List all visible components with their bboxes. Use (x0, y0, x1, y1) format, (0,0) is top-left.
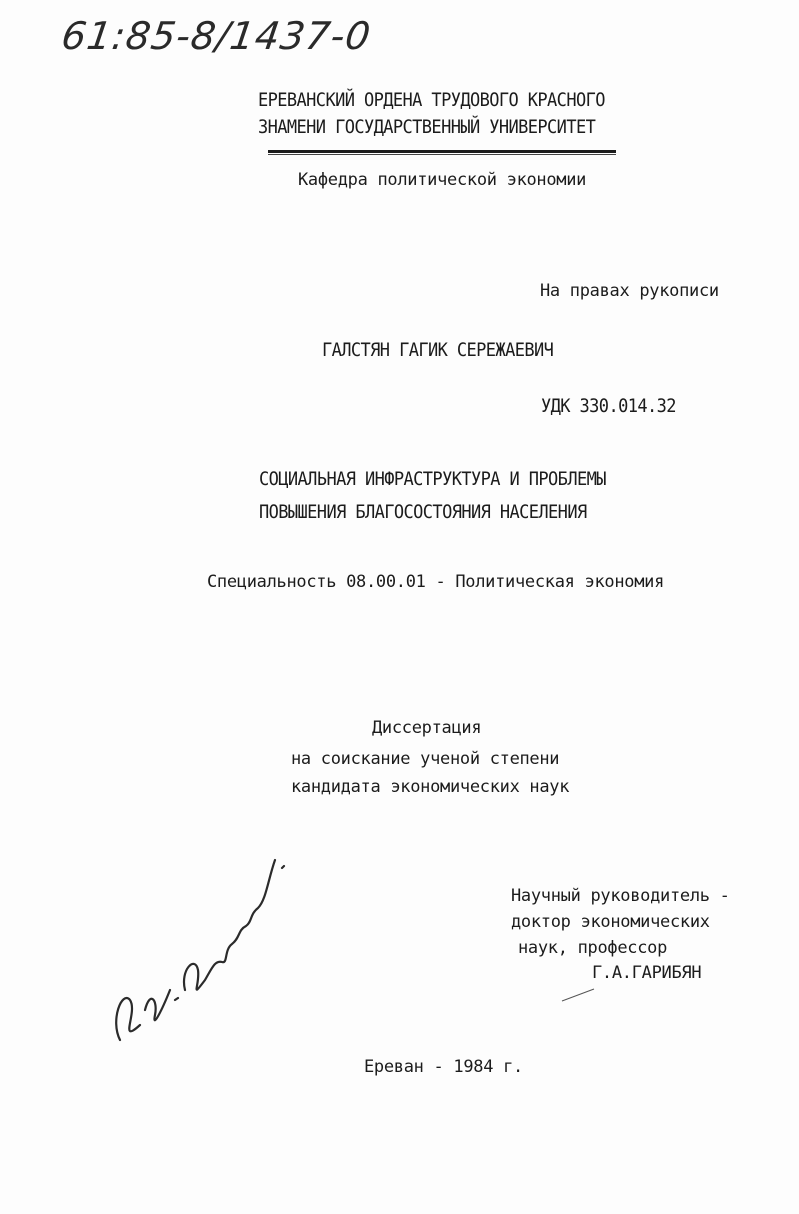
manuscript-rights: На правах рукописи (540, 281, 719, 301)
archive-code: 61:85-8/1437-0 (58, 14, 374, 58)
specialty: Специальность 08.00.01 - Политическая экономия (207, 572, 665, 592)
supervisor-name: Г.А.ГАРИБЯН (592, 963, 702, 983)
supervisor-line-3: наук, профессор (518, 938, 668, 958)
author-name: ГАЛСТЯН ГАГИК СЕРЕЖАЕВИЧ (322, 340, 554, 362)
header-divider-thin (268, 154, 616, 155)
dissertation-line-1: Диссертация (372, 718, 482, 738)
supervisor-line-2: доктор экономических (511, 912, 710, 932)
place-and-year: Ереван - 1984 г. (364, 1057, 523, 1077)
handwritten-signature (100, 840, 300, 1060)
dissertation-line-3: кандидата экономических наук (291, 777, 570, 797)
university-line-1: ЕРЕВАНСКИЙ ОРДЕНА ТРУДОВОГО КРАСНОГО (258, 90, 605, 112)
udc-code: УДК 330.014.32 (541, 396, 676, 418)
pencil-tick-mark (560, 985, 600, 1005)
university-line-2: ЗНАМЕНИ ГОСУДАРСТВЕННЫЙ УНИВЕРСИТЕТ (258, 117, 596, 139)
header-divider (268, 150, 616, 153)
title-line-1: СОЦИАЛЬНАЯ ИНФРАСТРУКТУРА И ПРОБЛЕМЫ (259, 469, 606, 491)
dissertation-line-2: на соискание ученой степени (291, 749, 560, 769)
supervisor-line-1: Научный руководитель - (511, 886, 730, 906)
title-line-2: ПОВЫШЕНИЯ БЛАГОСОСТОЯНИЯ НАСЕЛЕНИЯ (259, 502, 587, 524)
department: Кафедра политической экономии (298, 170, 587, 190)
